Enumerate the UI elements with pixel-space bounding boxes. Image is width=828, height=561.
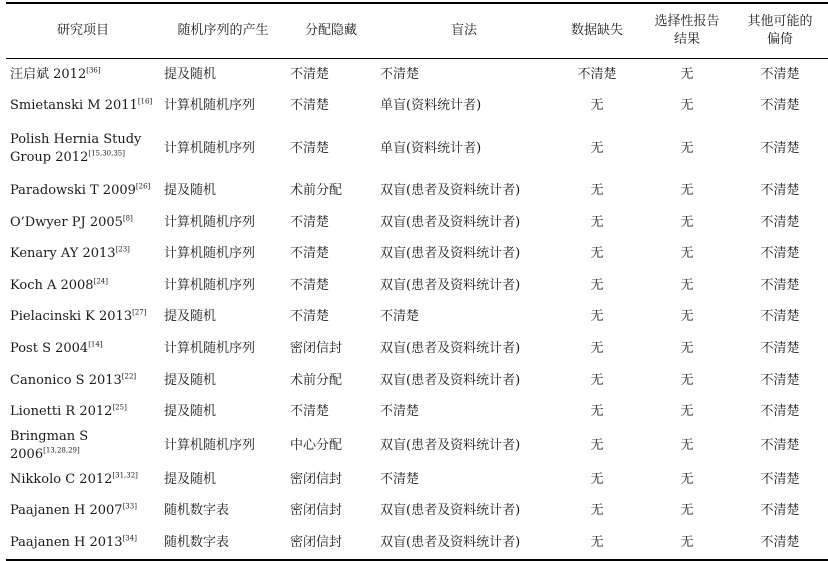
other-bias-cell: 不清楚 [760,534,800,550]
selective-reporting-cell: 无 [680,309,694,325]
random-sequence-cell: 随机数字表 [164,534,230,550]
study-cell [6,496,160,528]
selective-reporting-cell: 无 [680,534,694,550]
blinding-cell: 不清楚 [380,471,420,487]
allocation-cell: 密闭信封 [290,340,343,356]
blinding-cell: 双盲(患者及资料统计者) [380,214,521,230]
header-missing-data: 数据缺失 [570,23,623,38]
header-other-line2: 偏倚 [766,32,793,47]
study-cell [6,175,160,207]
study-cell [6,365,160,397]
study-ref: [31,32] [112,471,138,480]
header-selective-reporting [642,3,732,59]
study-cell [6,333,160,365]
allocation-cell: 不清楚 [290,214,330,230]
study-cell [6,59,160,91]
random-sequence-cell: 计算机随机序列 [164,140,256,156]
table-row [6,464,828,496]
table-header [6,3,828,59]
random-sequence-cell: 计算机随机序列 [164,437,256,453]
missing-data-cell: 无 [590,309,604,325]
missing-data-cell: 无 [590,503,604,519]
random-sequence-cell: 提及随机 [164,309,217,325]
other-bias-cell: 不清楚 [760,182,800,198]
study-name: Bringman S 2006 [10,428,89,462]
other-bias-cell: 不清楚 [760,437,800,453]
selective-reporting-cell: 无 [680,277,694,293]
blinding-cell: 不清楚 [380,309,420,325]
missing-data-cell: 无 [590,246,604,262]
header-random-sequence: 随机序列的产生 [177,23,269,38]
other-bias-cell: 不清楚 [760,404,800,420]
study-ref: [24] [93,277,108,286]
table-row [6,59,828,91]
allocation-cell: 中心分配 [290,437,343,453]
study-name: Post S 2004 [10,340,89,356]
selective-reporting-cell: 无 [680,140,694,156]
header-allocation-concealment: 分配隐藏 [304,23,357,38]
blinding-cell: 单盲(资料统计者) [380,140,482,156]
study-ref: [27] [132,309,147,318]
study-name: Koch A 2008 [10,277,94,293]
other-bias-cell: 不清楚 [760,503,800,519]
selective-reporting-cell: 无 [680,404,694,420]
missing-data-cell: 无 [590,372,604,388]
study-ref: [34] [122,534,137,543]
table-row [6,396,828,428]
table-row [6,428,828,464]
risk-of-bias-table [6,2,828,561]
selective-reporting-cell: 无 [680,246,694,262]
other-bias-cell: 不清楚 [760,140,800,156]
header-selective-line1: 选择性报告 [654,14,720,29]
allocation-cell: 不清楚 [290,66,330,82]
other-bias-cell: 不清楚 [760,372,800,388]
blinding-cell: 不清楚 [380,404,420,420]
allocation-cell: 不清楚 [290,98,330,114]
selective-reporting-cell: 无 [680,372,694,388]
missing-data-cell: 无 [590,534,604,550]
selective-reporting-cell: 无 [680,503,694,519]
study-ref: [22] [121,372,137,381]
study-name: Smietanski M 2011 [10,98,138,114]
table-row [6,270,828,302]
header-blinding: 盲法 [450,23,477,38]
study-ref: [13,28,29] [43,446,80,455]
allocation-cell: 不清楚 [290,404,330,420]
study-name: Nikkolo C 2012 [10,471,113,487]
blinding-cell: 双盲(患者及资料统计者) [380,340,521,356]
study-ref: [26] [135,182,151,191]
allocation-cell: 密闭信封 [290,534,343,550]
other-bias-cell: 不清楚 [760,66,800,82]
study-ref: [23] [115,245,130,254]
study-cell [6,238,160,270]
random-sequence-cell: 计算机随机序列 [164,214,256,230]
header-study: 研究项目 [56,23,109,38]
random-sequence-cell: 提及随机 [164,372,217,388]
study-name: Canonico S 2013 [10,372,122,388]
header-selective-line2: 结果 [673,32,700,47]
study-cell [6,91,160,123]
study-name: Paajanen H 2013 [10,534,123,550]
missing-data-cell: 无 [590,214,604,230]
study-cell [6,207,160,239]
table-row [6,122,828,175]
study-ref: [8] [122,214,133,223]
study-name: O’Dwyer PJ 2005 [10,214,123,230]
allocation-cell: 不清楚 [290,309,330,325]
study-cell [6,122,160,175]
missing-data-cell: 无 [590,98,604,114]
study-name: Lionetti R 2012 [10,404,113,420]
selective-reporting-cell: 无 [680,182,694,198]
blinding-cell: 双盲(患者及资料统计者) [380,277,521,293]
allocation-cell: 术前分配 [290,372,343,388]
other-bias-cell: 不清楚 [760,277,800,293]
blinding-cell: 双盲(患者及资料统计者) [380,503,521,519]
missing-data-cell: 不清楚 [577,66,617,82]
blinding-cell: 单盲(资料统计者) [380,98,482,114]
study-ref: [25] [112,403,127,412]
table-row [6,207,828,239]
random-sequence-cell: 提及随机 [164,404,217,420]
missing-data-cell: 无 [590,437,604,453]
study-ref: [16] [137,98,153,107]
blinding-cell: 双盲(患者及资料统计者) [380,372,521,388]
study-cell [6,396,160,428]
study-cell [6,527,160,560]
study-name: Kenary AY 2013 [10,246,116,262]
study-ref: [14] [88,340,103,349]
header-other-bias [732,3,828,59]
study-cell [6,302,160,334]
blinding-cell: 双盲(患者及资料统计者) [380,534,521,550]
other-bias-cell: 不清楚 [760,214,800,230]
random-sequence-cell: 计算机随机序列 [164,340,256,356]
missing-data-cell: 无 [590,182,604,198]
study-cell [6,428,160,464]
selective-reporting-cell: 无 [680,98,694,114]
random-sequence-cell: 随机数字表 [164,503,230,519]
blinding-cell: 双盲(患者及资料统计者) [380,437,521,453]
allocation-cell: 不清楚 [290,246,330,262]
header-other-line1: 其他可能的 [747,14,813,29]
study-ref: [15,30,35] [88,149,125,158]
other-bias-cell: 不清楚 [760,340,800,356]
blinding-cell: 双盲(患者及资料统计者) [380,182,521,198]
blinding-cell: 不清楚 [380,66,420,82]
allocation-cell: 密闭信封 [290,503,343,519]
other-bias-cell: 不清楚 [760,246,800,262]
allocation-cell: 密闭信封 [290,471,343,487]
allocation-cell: 不清楚 [290,277,330,293]
allocation-cell: 术前分配 [290,182,343,198]
table-row [6,527,828,560]
selective-reporting-cell: 无 [680,471,694,487]
selective-reporting-cell: 无 [680,437,694,453]
random-sequence-cell: 提及随机 [164,471,217,487]
missing-data-cell: 无 [590,277,604,293]
table-row [6,91,828,123]
study-name: Polish Hernia Study Group 2012 [10,131,142,165]
study-cell [6,464,160,496]
random-sequence-cell: 提及随机 [164,66,217,82]
study-cell [6,270,160,302]
selective-reporting-cell: 无 [680,340,694,356]
missing-data-cell: 无 [590,140,604,156]
allocation-cell: 不清楚 [290,140,330,156]
table-row [6,175,828,207]
table-body [6,59,828,560]
random-sequence-cell: 计算机随机序列 [164,98,256,114]
random-sequence-cell: 计算机随机序列 [164,277,256,293]
study-ref: [36] [86,66,101,75]
missing-data-cell: 无 [590,340,604,356]
study-name: Paajanen H 2007 [10,503,123,519]
table-row [6,365,828,397]
study-name: Paradowski T 2009 [10,182,136,198]
other-bias-cell: 不清楚 [760,471,800,487]
other-bias-cell: 不清楚 [760,309,800,325]
selective-reporting-cell: 无 [680,214,694,230]
selective-reporting-cell: 无 [680,66,694,82]
table-row [6,302,828,334]
study-ref: [33] [122,503,137,511]
missing-data-cell: 无 [590,404,604,420]
study-name: Pielacinski K 2013 [10,309,133,325]
study-name: 汪启斌 2012 [10,66,87,82]
random-sequence-cell: 计算机随机序列 [164,246,256,262]
table-row [6,496,828,528]
blinding-cell: 双盲(患者及资料统计者) [380,246,521,262]
table-row [6,333,828,365]
other-bias-cell: 不清楚 [760,98,800,114]
missing-data-cell: 无 [590,471,604,487]
header-row [6,3,828,59]
table-row [6,238,828,270]
random-sequence-cell: 提及随机 [164,182,217,198]
